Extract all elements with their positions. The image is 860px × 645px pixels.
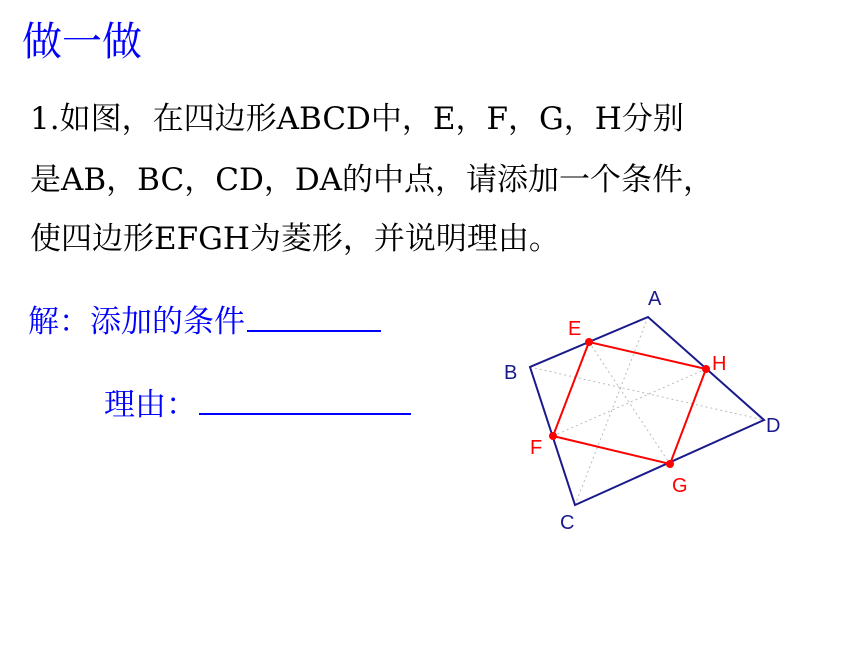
problem-text-line-2: 是AB，BC，CD，DA的中点，请添加一个条件， (30, 162, 715, 198)
answer-condition-label: 解：添加的条件 (28, 304, 245, 340)
answer-reason-row (104, 383, 411, 425)
quadrilateral-efgh (553, 342, 706, 464)
problem-text-line-3: 使四边形EFGH为菱形，并说明理由。 (30, 221, 560, 257)
problem-text-line-1: 1.如图，在四边形ABCD中，E，F，G，H分别 (30, 101, 684, 137)
quadrilateral-figure (490, 280, 800, 540)
reason-blank[interactable] (199, 383, 411, 415)
page-title: 做一做 (22, 19, 142, 65)
answer-reason-label: 理由： (104, 387, 197, 423)
answer-condition-row (28, 300, 381, 342)
label-f: F (530, 437, 543, 459)
label-c: C (560, 512, 575, 534)
quadrilateral-diagram (490, 280, 800, 540)
label-a: A (648, 288, 662, 310)
label-b: B (504, 362, 518, 384)
label-d: D (766, 415, 781, 437)
midpoint-f (549, 432, 557, 440)
guide-line-fh (553, 369, 706, 436)
label-h: H (712, 353, 727, 375)
midpoint-e (585, 338, 593, 346)
condition-blank[interactable] (247, 300, 381, 332)
midpoint-h (702, 365, 710, 373)
quadrilateral-abcd (530, 317, 764, 505)
midpoint-g (666, 460, 674, 468)
guide-line-eg (589, 342, 670, 464)
label-g: G (672, 475, 688, 497)
label-e: E (568, 318, 582, 340)
guide-line-bd (530, 367, 764, 420)
